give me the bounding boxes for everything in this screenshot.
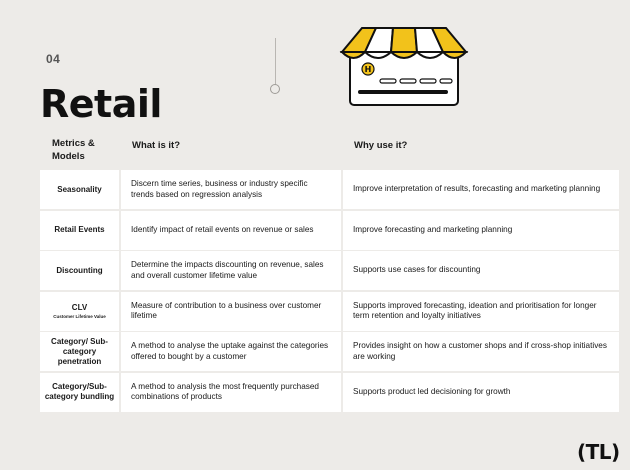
table-header [40, 137, 620, 169]
table-row [40, 373, 619, 412]
metric-why: Supports improved forecasting, ideation and prioritisation for longer term retention and loyalty initiatives [343, 292, 619, 331]
metric-label: Category/ Sub-category penetration [51, 336, 108, 366]
metric-what: Discern time series, business or industry specific trends based on regression analysis [121, 170, 341, 209]
table-row [40, 332, 619, 371]
header-metrics-models: Metrics & Models [52, 138, 95, 162]
metric-why: Provides insight on how a customer shops and if cross-shop initiatives are working [343, 332, 619, 371]
metric-why: Supports product led decisioning for growth [343, 373, 619, 412]
metric-sublabel: Customer Lifetime Value [53, 314, 106, 319]
metric-name [40, 373, 119, 412]
metric-name [40, 211, 119, 250]
table-row [40, 170, 619, 209]
page-number: 04 [46, 52, 61, 66]
metric-what: Determine the impacts discounting on revenue, sales and overall customer lifetime value [121, 251, 341, 290]
metric-why: Improve interpretation of results, forecasting and marketing planning [343, 170, 619, 209]
metric-label: Retail Events [54, 225, 105, 234]
brand-logo: (TL) [577, 440, 620, 464]
metric-what: A method to analysis the most frequently purchased combinations of products [121, 373, 341, 412]
metric-label: CLV [71, 303, 88, 312]
metric-name [40, 170, 119, 209]
metric-what: Identify impact of retail events on revenue or sales [121, 211, 341, 250]
metric-label: Seasonality [57, 184, 102, 194]
metric-why: Improve forecasting and marketing planning [343, 211, 619, 250]
metric-label: Category/Sub-category bundling [44, 382, 115, 401]
header-what-is-it: What is it? [132, 140, 181, 151]
metric-name [40, 251, 119, 290]
shop-storefront-icon [338, 20, 470, 110]
metric-name [40, 292, 119, 331]
metric-what: A method to analyse the uptake against the categories offered to bought by a customer [121, 332, 341, 371]
svg-text:H: H [364, 65, 372, 74]
divider-dot [270, 84, 280, 94]
metrics-table [40, 170, 619, 413]
metric-name [40, 332, 119, 371]
page-title: Retail [40, 82, 162, 126]
metric-why: Supports use cases for discounting [343, 251, 619, 290]
metric-label: Discounting [56, 265, 103, 275]
table-row [40, 211, 619, 250]
divider-line [275, 38, 276, 86]
header-why-use-it: Why use it? [354, 140, 408, 151]
table-row [40, 251, 619, 290]
table-row [40, 292, 619, 331]
metric-what: Measure of contribution to a business over customer lifetime [121, 292, 341, 331]
